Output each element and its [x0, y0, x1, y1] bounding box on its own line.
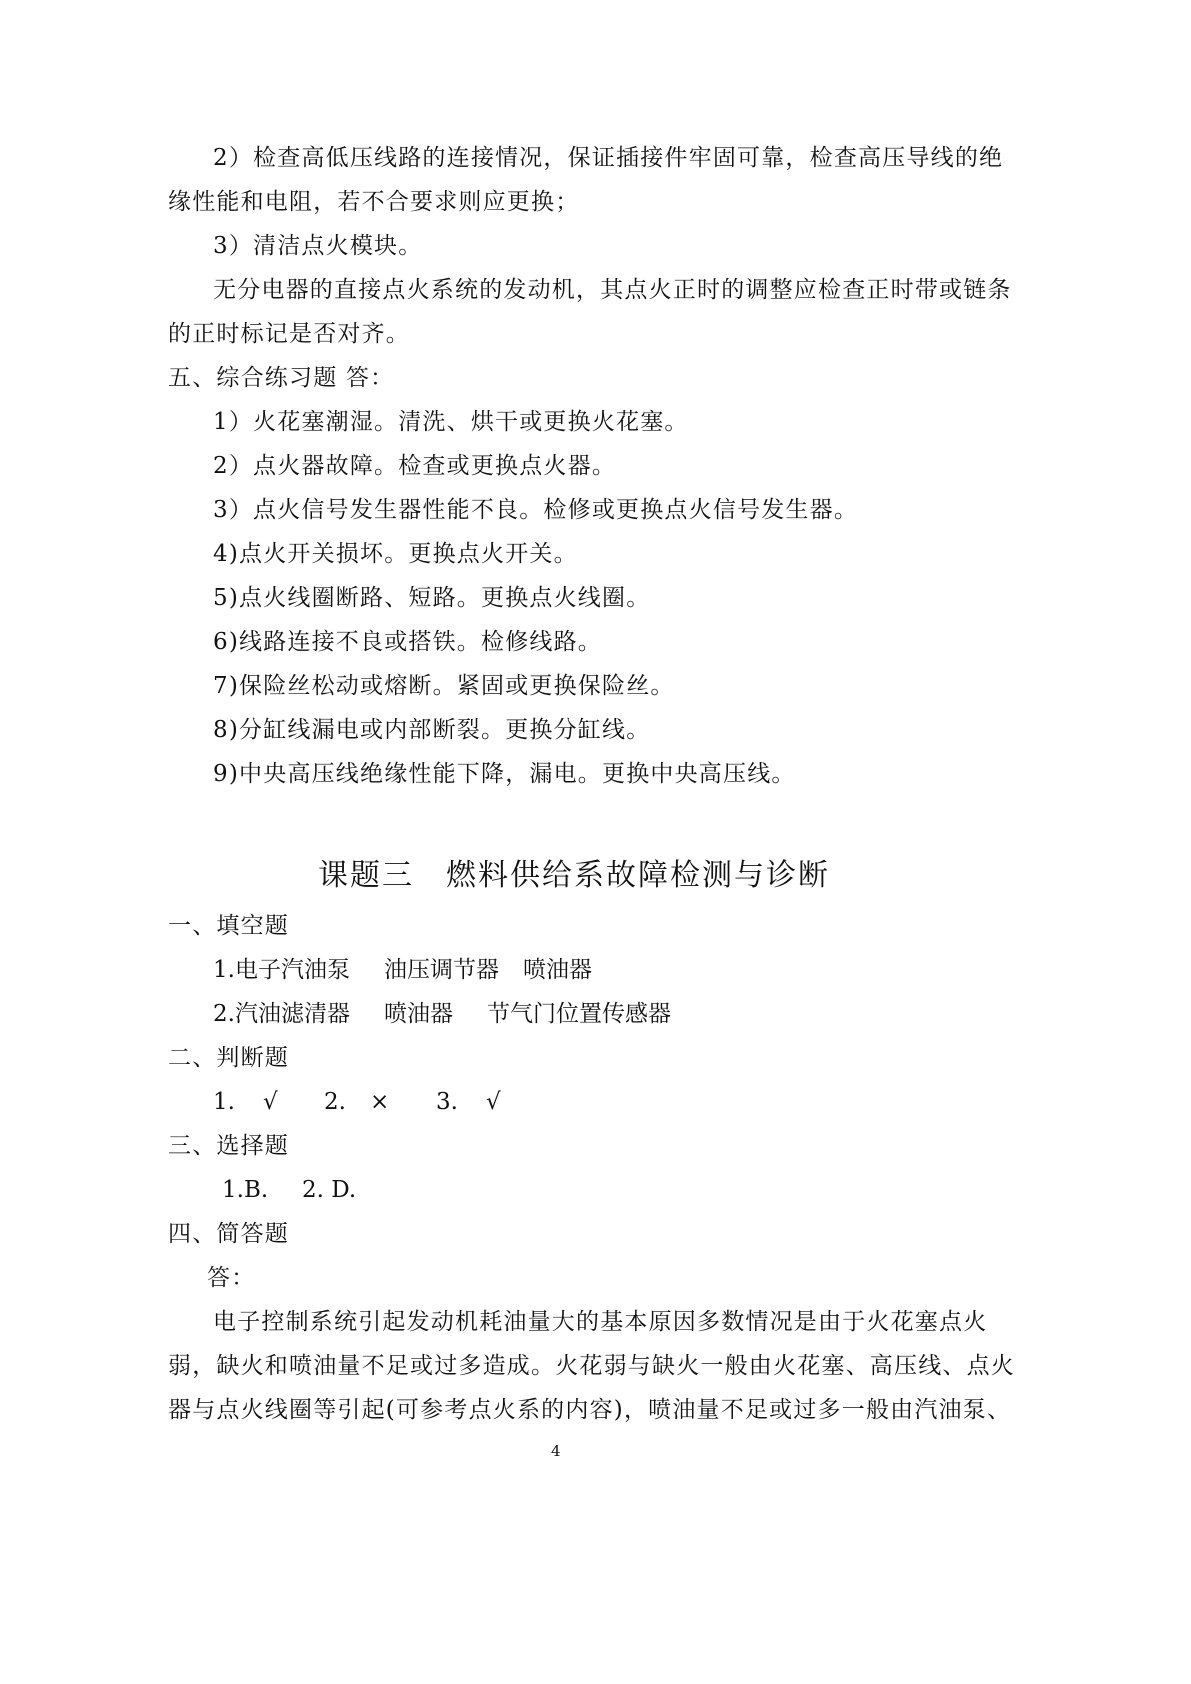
section5-item-6: 6)线路连接不良或搭铁。检修线路。 [213, 629, 603, 655]
fill-blank-heading: 一、填空题 [168, 913, 289, 939]
chapter-title: 课题三 燃料供给系故障检测与诊断 [318, 858, 830, 893]
short-answer-line-3: 器与点火线圈等引起(可参考点火系的内容)，喷油量不足或过多一般由汽油泵、 [168, 1397, 1012, 1423]
judge-mark: × [370, 1089, 390, 1115]
para-line1: 无分电器的直接点火系统的发动机，其点火正时的调整应检查正时带或链条 [213, 277, 1012, 303]
fill-blank-row-2 [213, 999, 671, 1029]
choice-answer: 1.B. [222, 1177, 269, 1203]
choice-answer: 2. D. [302, 1177, 357, 1203]
para-line2: 的正时标记是否对齐。 [168, 321, 410, 347]
fill-blank-row-1 [213, 955, 592, 985]
fill-blank-answer: 1.电子汽油泵 [213, 957, 350, 983]
section5-heading: 五、综合练习题 答： [168, 365, 395, 391]
short-answer-label: 答： [207, 1265, 256, 1291]
fill-blank-answer: 油压调节器 [383, 957, 499, 983]
section5-item-2: 2）点火器故障。检查或更换点火器。 [213, 453, 617, 479]
fill-blank-answer: 喷油器 [522, 957, 592, 983]
short-answer-line-2: 弱，缺火和喷油量不足或过多造成。火花弱与缺火一般由火花塞、高压线、点火 [168, 1353, 1015, 1379]
judge-mark: √ [263, 1089, 278, 1115]
judge-number: 1. [213, 1089, 235, 1115]
judge-heading: 二、判断题 [168, 1045, 289, 1071]
item2-line1: 2）检查高低压线路的连接情况，保证插接件牢固可靠，检查高压导线的绝 [213, 145, 1004, 171]
fill-blank-answer: 节气门位置传感器 [486, 1001, 671, 1027]
section5-item-3: 3）点火信号发生器性能不良。检修或更换点火信号发生器。 [213, 497, 859, 523]
fill-blank-answer: 喷油器 [383, 1001, 453, 1027]
fill-blank-answer: 2.汽油滤清器 [213, 1001, 350, 1027]
judge-number: 2. [324, 1089, 346, 1115]
section5-item-5: 5)点火线圈断路、短路。更换点火线圈。 [213, 585, 651, 611]
section5-item-4: 4)点火开关损坏。更换点火开关。 [213, 541, 578, 567]
short-answer-line-1: 电子控制系统引起发动机耗油量大的基本原因多数情况是由于火花塞点火 [213, 1309, 988, 1335]
section5-item-7: 7)保险丝松动或熔断。紧固或更换保险丝。 [213, 673, 675, 699]
section5-item-1: 1）火花塞潮湿。清洗、烘干或更换火花塞。 [213, 409, 689, 435]
section5-item-8: 8)分缸线漏电或内部断裂。更换分缸线。 [213, 717, 651, 743]
section5-item-9: 9)中央高压线绝缘性能下降，漏电。更换中央高压线。 [213, 761, 796, 787]
judge-mark: √ [486, 1089, 501, 1115]
page-number: 4 [551, 1442, 561, 1460]
judge-number: 3. [436, 1089, 458, 1115]
item2-line2: 缘性能和电阻，若不合要求则应更换； [168, 189, 580, 215]
item3: 3）清洁点火模块。 [213, 233, 423, 259]
short-answer-heading: 四、简答题 [168, 1221, 289, 1247]
choice-heading: 三、选择题 [168, 1133, 289, 1159]
